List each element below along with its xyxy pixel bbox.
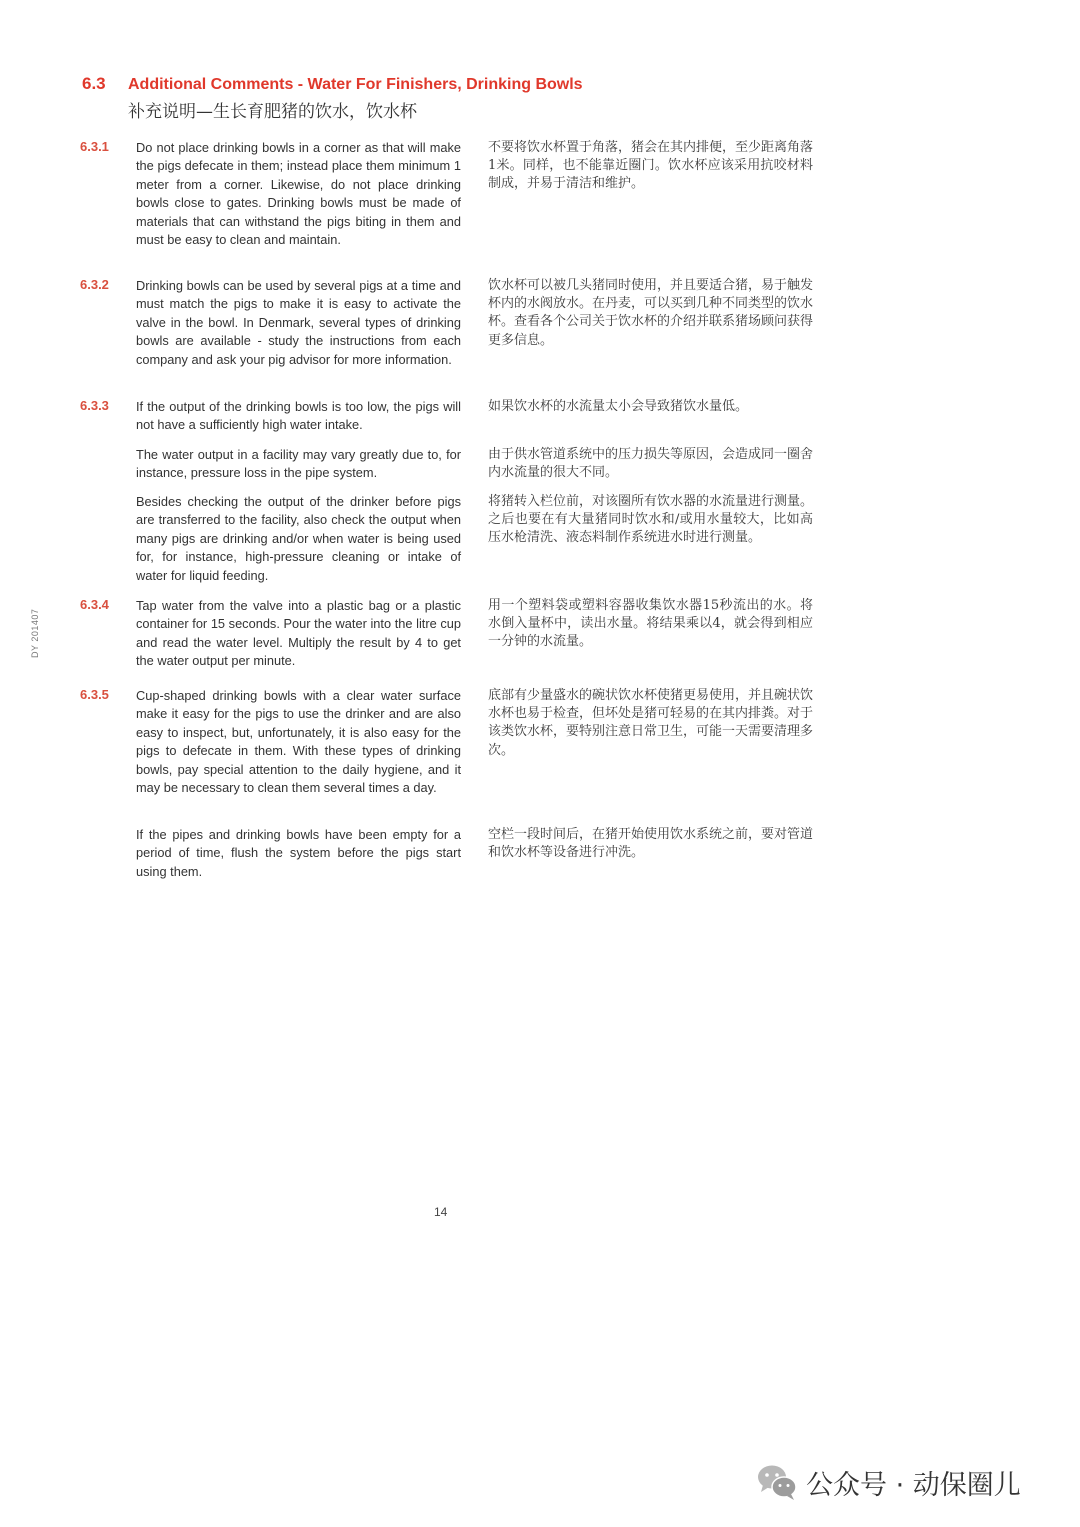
page-number: 14	[434, 1205, 448, 1219]
item-text-zh: 由于供水管道系统中的压力损失等原因，会造成同一圈舍内水流量的很大不同。	[488, 447, 814, 481]
item-number: 6.3.5	[80, 687, 109, 702]
item-text-zh: 用一个塑料袋或塑料容器收集饮水器15秒流出的水。将水倒入量杯中，读出水量。将结果乘以4，就会得到相应一分钟的水流量。	[488, 598, 813, 650]
item-text-en: The water output in a facility may vary greatly due to, for instance, pressure loss in the pipe system.	[136, 447, 461, 481]
item-text-en: Cup-shaped drinking bowls with a clear water surface make it easy for the pigs to use the drinker and are also easy to inspect, but, unfortunately, it is also easy for the pigs to defecate in them. With these types of drinking bowls, pay special attention to the daily hygiene, and it may be necessary to clean them several times a day.	[136, 688, 461, 796]
item-text-zh: 不要将饮水杯置于角落，猪会在其内排便，至少距离角落1米。同样，也不能靠近圈门。饮水杯应该采用抗咬材料制成，并易于清洁和维护。	[488, 140, 814, 192]
item-text-zh: 空栏一段时间后，在猪开始使用饮水系统之前，要对管道和饮水杯等设备进行冲洗。	[488, 827, 814, 861]
item-text-zh: 饮水杯可以被几头猪同时使用，并且要适合猪，易于触发杯内的水阀放水。在丹麦，可以买到几种不同类型的饮水杯。查看各个公司关于饮水杯的介绍并联系猪场顾问获得更多信息。	[488, 278, 814, 348]
item-number: 6.3.2	[80, 277, 109, 292]
item-text-en: Drinking bowls can be used by several pigs at a time and must match the pigs to make it is easy to activate the valve in the bowl. In Denmark, several types of drinking bowls are available - study the instructions from each company and ask your pig advisor for more information.	[136, 278, 461, 367]
item-number: 6.3.1	[80, 139, 109, 154]
item-text-en: If the output of the drinking bowls is too low, the pigs will not have a sufficiently high water intake.	[136, 399, 461, 433]
section-title-en: Additional Comments - Water For Finishers, Drinking Bowls	[128, 76, 583, 93]
wechat-icon	[756, 1462, 798, 1502]
item-text-en: Do not place drinking bowls in a corner as that will make the pigs defecate in them; instead place them minimum 1 meter from a corner. Likewise, do not place drinking bowls close to gates. Drinking bowls must be made of materials that can withstand the pigs biting in them and must be easy to clean and maintain.	[136, 140, 461, 248]
watermark-text: 公众号 · 动保圈儿	[806, 1469, 1021, 1501]
item-text-zh: 底部有少量盛水的碗状饮水杯使猪更易使用，并且碗状饮水杯也易于检查，但坏处是猪可轻易的在其内排粪。对于该类饮水杯，要特别注意日常卫生，可能一天需要清理多次。	[488, 688, 814, 758]
item-number: 6.3.4	[80, 597, 109, 612]
document-code: DY 201407	[30, 608, 40, 658]
section-title-zh: 补充说明—生长育肥猪的饮水，饮水杯	[128, 102, 417, 122]
section-number: 6.3	[82, 74, 106, 93]
item-text-en: If the pipes and drinking bowls have been empty for a period of time, flush the system before the pigs start using them.	[136, 827, 461, 879]
watermark	[756, 1462, 1021, 1502]
item-text-zh: 将猪转入栏位前，对该圈所有饮水器的水流量进行测量。之后也要在有大量猪同时饮水和/或用水量较大，比如高压水枪清洗、液态料制作系统进水时进行测量。	[488, 494, 814, 546]
item-text-zh: 如果饮水杯的水流量太小会导致猪饮水量低。	[488, 399, 749, 414]
item-number: 6.3.3	[80, 398, 109, 413]
item-text-en: Besides checking the output of the drinker before pigs are transferred to the facility, also check the output when many pigs are drinking and/or when water is being used for, for instance, high-pressure cleaning or intake of water for liquid feeding.	[136, 494, 461, 583]
item-text-en: Tap water from the valve into a plastic bag or a plastic container for 15 seconds. Pour the water into the litre cup and read the water level. Multiply the result by 4 to get the water output per minute.	[136, 598, 461, 669]
